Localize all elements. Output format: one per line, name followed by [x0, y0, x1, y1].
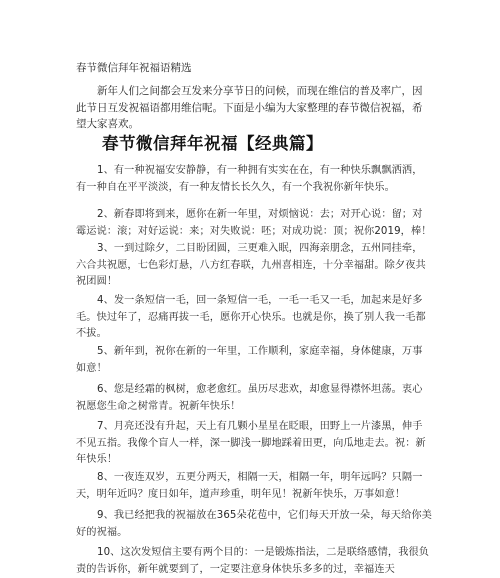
intro-paragraph: 新年人们之间都会互发来分享节日的问候，而现在维信的普及率广，因此节日互发祝福语都用维信呢。下面是小编为大家整理的春节微信祝福，希望大家喜欢。	[76, 85, 423, 130]
wish-paragraph-6: 6、您是经霜的枫树，愈老愈红。虽历尽悲欢，却愈显得襟怀坦荡。衷心祝愿您生命之树常青。祝新年快乐！	[76, 384, 423, 412]
wish-paragraph-4: 4、发一条短信一毛，回一条短信一毛，一毛一毛又一毛，加起来是好多毛。快过年了，忍痛再拔一毛，愿你开心快乐。也就是你，换了别人我一毛都不拔。	[76, 295, 426, 339]
section-heading: 春节微信拜年祝福【经典篇】	[102, 134, 323, 153]
wish-paragraph-8: 8、一夜连双岁，五更分两天，相隔一天，相隔一年，明年远吗？只隔一天，明年近吗？度日如年，道声珍重，明年见！祝新年快乐，万事如意！	[76, 472, 423, 500]
wish-paragraph-9: 9、我已经把我的祝福放在365朵花苞中，它们每天开放一朵，每天给你美好的祝福。	[76, 510, 432, 538]
wish-paragraph-1: 1、有一种祝福安安静静，有一种拥有实实在在，有一种快乐飘飘洒洒，有一种自在平平淡淡，有一种友情长长久久，有一个我祝你新年快乐。	[76, 165, 423, 193]
wish-paragraph-3: 3、一到过除夕，二目盼团圆，三更难入眠，四海亲朋念，五州同挂牵，六合共祝愿，七色彩灯悬，八方红春联，九州喜相连，十分幸福甜。除夕夜共祝团圆！	[76, 243, 426, 287]
wish-paragraph-7: 7、月亮还没有升起，天上有几颗小星星在眨眼，田野上一片漆黑，伸手不见五指。我像个盲人一样，深一脚浅一脚地踩着田更，向瓜地走去。祝：新年快乐！	[76, 421, 426, 465]
wish-paragraph-5: 5、新年到，祝你在新的一年里，工作顺利，家庭幸福，身体健康，万事如意！	[76, 346, 423, 374]
wish-paragraph-10: 10、这次发短信主要有两个目的：一是锻炼指法，二是联络感情，我很负责的告诉你，新年就要到了，一定要注意身体快乐多多的过，幸福连天	[76, 547, 430, 575]
wish-paragraph-2: 2、新春即将到来，愿你在新一年里，对烦恼说：去；对开心说：留；对霉运说：滚；对好运说：来；对失败说：呸；对成功说：顶；祝你2019，棒！	[76, 209, 432, 237]
document-title: 春节微信拜年祝福语精选	[76, 62, 192, 74]
